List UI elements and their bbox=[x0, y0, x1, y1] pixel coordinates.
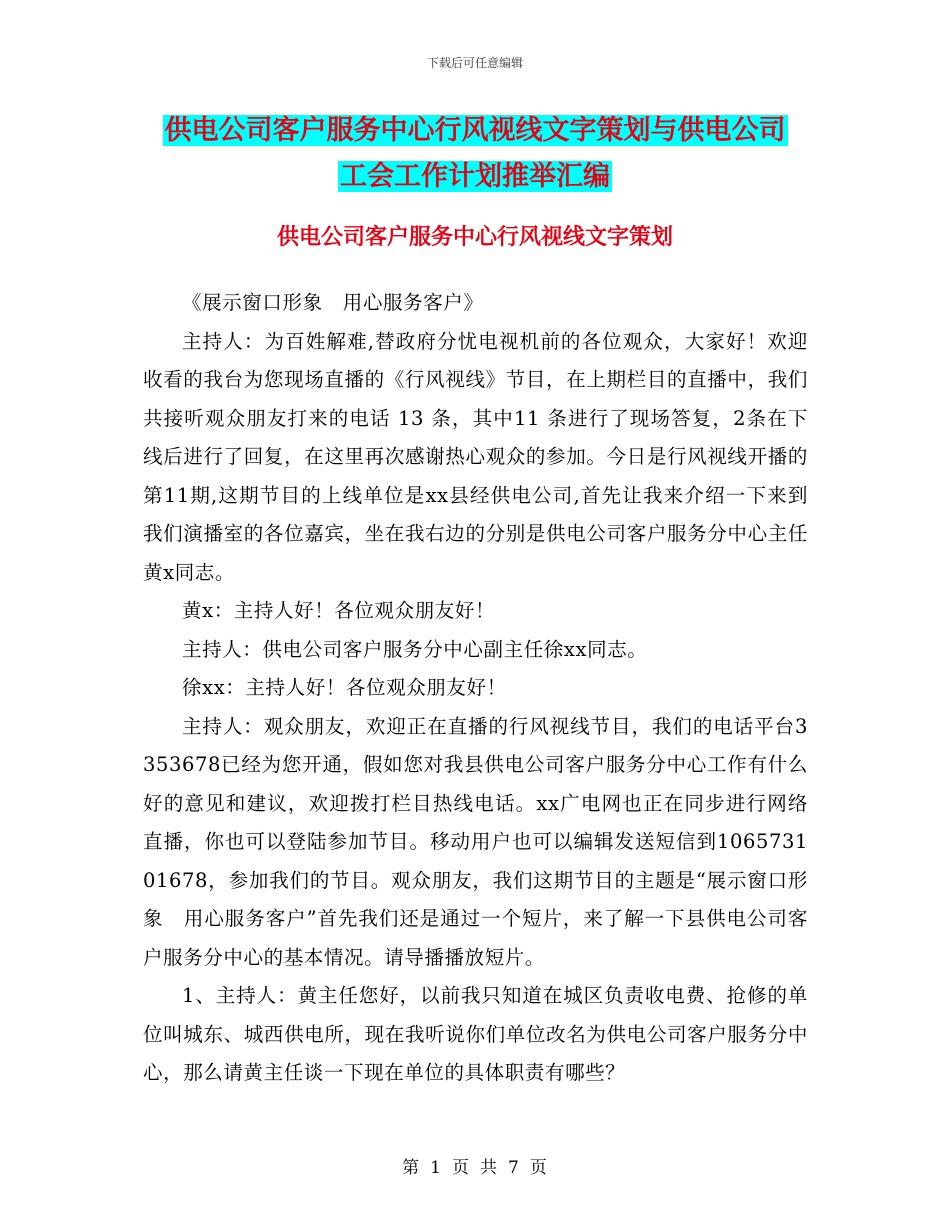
document-title-line-2: 工会工作计划推举汇编 bbox=[340, 161, 610, 192]
page-number: 1 bbox=[430, 1158, 442, 1178]
footer-page-label: 页 bbox=[452, 1158, 470, 1178]
total-pages: 7 bbox=[508, 1158, 520, 1178]
paragraph: 《展示窗口形象 用心服务客户》 bbox=[182, 291, 484, 314]
paragraph: 主持人：观众朋友，欢迎正在直播的行风视线节目，我们的电话平台3353678已经为您开通，假如您对我县供电公司客户服务分中心工作有什么好的意见和建议，欢迎拨打栏目热线电话。xx广电网也正在同步进行网络直播，你也可以登陆参加节目。移动用户也可以编辑发送短信到106573101678，参加我们的节目。观众朋友，我们这期节目的主题是“展示窗口形象 用心服务客户”首先我们还是通过一个短片，来了解一下县供电公司客户服务分中心的基本情况。请导播播放短片。 bbox=[143, 714, 808, 969]
header-note: 下载后可任意编辑 bbox=[426, 56, 523, 70]
paragraph: 黄x：主持人好！各位观众朋友好！ bbox=[182, 599, 496, 622]
footer-total-label: 页 bbox=[529, 1158, 548, 1178]
paragraph: 主持人：为百姓解难,替政府分忧电视机前的各位观众，大家好！欢迎收看的我台为您现场直播的《行风视线》节目，在上期栏目的直播中，我们共接听观众朋友打来的电话 13 条，其中11 条进行了现场答复，2条在下线后进行了回复，在这里再次感谢热心观众的参加。今日是行风视线开播的第11期,这期节目的上线单位是xx县经供电公司,首先让我来介绍一下来到我们演播室的各位嘉宾，坐在我右边的分别是供电公司客户服务分中心主任黄x同志。 bbox=[143, 329, 808, 584]
paragraph: 主持人：供电公司客户服务分中心副主任徐xx同志。 bbox=[182, 637, 648, 661]
paragraph: 徐xx：主持人好！各位观众朋友好！ bbox=[182, 676, 507, 699]
document-body bbox=[143, 284, 808, 1093]
page-footer bbox=[0, 1153, 950, 1178]
footer-prefix: 第 bbox=[402, 1158, 421, 1178]
document-title bbox=[140, 108, 810, 200]
paragraph: 1、主持人：黄主任您好，以前我只知道在城区负责收电费、抢修的单位叫城东、城西供电所，现在我听说你们单位改名为供电公司客户服务分中心，那么请黄主任谈一下现在单位的具体职责有哪些？ bbox=[143, 984, 808, 1084]
document-title-line-1: 供电公司客户服务中心行风视线文字策划与供电公司 bbox=[164, 115, 786, 146]
section-title: 供电公司客户服务中心行风视线文字策划 bbox=[276, 224, 673, 250]
footer-total-prefix: 共 bbox=[480, 1158, 498, 1178]
